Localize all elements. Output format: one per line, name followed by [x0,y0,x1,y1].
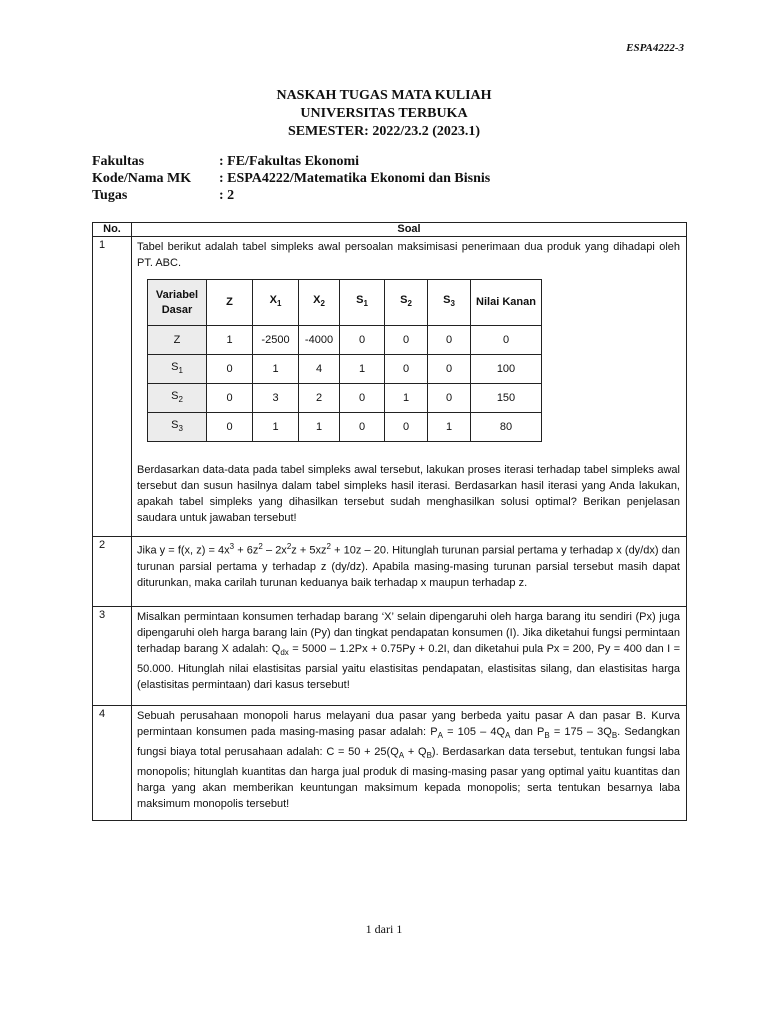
q4-sub: A [398,751,405,761]
q2-text: – 2x [262,544,287,557]
simplex-row-s3 [148,413,542,442]
simplex-cell: 0 [340,413,385,442]
simplex-cell: -2500 [253,326,299,355]
simplex-cell: 1 [253,413,299,442]
simplex-cell: 0 [207,384,253,413]
q4-sub: B [611,731,618,741]
simplex-cell: 0 [385,355,428,384]
tugas-value: : 2 [219,188,235,203]
simplex-cell: 0 [340,384,385,413]
question-row-1 [93,237,687,537]
simplex-row-s1 [148,355,542,384]
questions-table [92,222,687,821]
simplex-cell: 1 [385,384,428,413]
header-line-2: UNIVERSITAS TERBUKA [300,106,468,121]
simplex-head-x2 [299,280,340,326]
page-footer: 1 dari 1 [365,922,403,936]
tugas-label: Tugas [92,188,128,203]
head-s1-sub: 1 [363,299,368,309]
q1-after-text: Berdasarkan data-data pada tabel simpleks awal tersebut, lakukan proses iterasi terhadap tabel simpleks awal tersebut dan susun hasilnya dalam tabel simpleks hasil iterasi. Berdasarkan hasil iterasi yang Anda lakukan, apakah tabel simpleks yang dihasilkan tersebut sudah menghasilkan solusi optimal? Berikan penjelasan saudara untuk jawaban tersebut! [137,464,680,524]
question-text [132,607,687,706]
document-code: ESPA4222-3 [626,42,684,54]
q3-sub: dx [280,648,289,658]
question-number: 3 [93,607,132,706]
simplex-cell: 100 [471,355,542,384]
basis-text: Z [173,334,181,346]
q4-text: = 175 – 3Q [549,726,612,738]
q4-text: dan P [510,726,545,738]
header-line-3: SEMESTER: 2022/23.2 (2023.1) [287,124,481,139]
basis-text: S [171,418,179,431]
head-s2-text: S [400,294,408,307]
question-text [132,537,687,607]
simplex-cell: 0 [428,326,471,355]
simplex-cell: 2 [299,384,340,413]
q4-text: ). Berdasarkan data tersebut, tentukan fungsi laba monopolis; hitunglah kuantitas dan harga jual produk di masing-masing pasar yang optimal yaitu kuantitas dan harga yang akan memberikan keuntungan maksimum kepada monopolis; serta tentukan besarnya laba maksimum monopolis tersebut! [137,746,681,811]
info-row-tugas [92,187,490,204]
basis-sub: 3 [178,424,183,434]
question-number: 1 [93,237,132,537]
head-vd-text: Variabel Dasar [155,288,199,316]
course-info [92,153,490,204]
simplex-cell: 3 [253,384,299,413]
simplex-basis-cell [148,413,207,442]
question-row-2 [93,537,687,607]
simplex-cell: 1 [207,326,253,355]
q3-text: = 5000 – 1.2Px + 0.75Py + 0.2I, dan diketahui pula Px = 200, Py = 400 dan I = 50.000. Hitunglah nilai elastisitas parsial yaitu elastisitas pendapatan, elastisitas silang, dan elastisitas harga (elastisitas permintaan) dari kasus tersebut! [137,643,681,692]
basis-text: S [171,389,179,402]
basis-sub: 2 [178,395,183,405]
simplex-basis-cell [148,355,207,384]
question-number: 4 [93,706,132,821]
kode-label: Kode/Nama MK [92,171,192,186]
question-text [132,237,687,537]
simplex-head-x1 [253,280,299,326]
simplex-row-z [148,326,542,355]
q4-text: = 105 – 4Q [442,726,506,738]
simplex-cell: 1 [299,413,340,442]
simplex-head-variabel-dasar [148,280,207,326]
simplex-cell: -4000 [299,326,340,355]
simplex-cell: 1 [428,413,471,442]
q4-sub: A [505,731,511,741]
q2-text: + 10z – 20. Hitunglah turunan parsial pertama y terhadap x (dy/dx) dan turunan parsial pertama y terhadap z (dy/dz). Apabila masing-masing turunan parsial tersebut masih dapat diturunkan, maka carilah turunan keduanya baik terhadap x maupun terhadap z. [137,544,680,589]
head-x1-text: X [269,294,277,307]
basis-text: S [171,360,179,373]
questions-header-row [93,223,687,237]
fakultas-value: : FE/Fakultas Ekonomi [219,154,360,169]
q2-sup: 2 [258,542,263,551]
head-nk-text: Nilai Kanan [476,296,536,308]
simplex-head-nilai-kanan [471,280,542,326]
info-row-fakultas [92,153,490,170]
simplex-cell: 0 [207,355,253,384]
question-text [132,706,687,821]
head-x2-text: X [313,294,321,307]
simplex-head-s3 [428,280,471,326]
q4-text: Sebuah perusahaan monopoli harus melayani dua pasar yang berbeda yaitu pasar A dan pasar B. Kurva permintaan konsumen pada masing-masing pasar adalah: P [137,710,680,738]
document-header [0,87,768,141]
q4-text: . Sedangkan fungsi biaya total perusahaan adalah: C = 50 + 25(Q [137,726,681,759]
head-s2-sub: 2 [407,299,412,309]
simplex-head-s1 [340,280,385,326]
q2-sup: 2 [286,542,292,551]
simplex-header-row [148,280,542,326]
q4-text: + Q [404,746,427,759]
head-s3-sub: 3 [450,299,455,309]
simplex-cell: 1 [253,355,299,384]
simplex-cell: 0 [207,413,253,442]
simplex-basis-cell [148,326,207,355]
question-number: 2 [93,537,132,607]
q2-text: Jika y = f(x, z) = 4x [137,544,230,557]
q4-sub: B [426,751,432,761]
col-soal-header: Soal [132,223,687,237]
q4-sub: A [437,731,443,741]
head-s1-text: S [356,294,364,307]
simplex-head-z: Z [207,280,253,326]
q2-sup: 3 [229,542,235,551]
question-row-4 [93,706,687,821]
simplex-cell: 0 [340,326,385,355]
simplex-row-s2 [148,384,542,413]
q2-sup: 2 [326,542,331,551]
q1-intro: Tabel berikut adalah tabel simpleks awal persoalan maksimisasi penerimaan dua produk yang dihadapi oleh PT. ABC. [137,241,680,269]
q4-sub: B [544,731,550,741]
col-no-header: No. [93,223,132,237]
header-line-1: NASKAH TUGAS MATA KULIAH [276,88,492,103]
q2-text: z + 5xz [291,544,327,557]
simplex-cell: 150 [471,384,542,413]
head-s3-text: S [443,294,451,307]
simplex-table [147,279,542,442]
q2-text: + 6z [234,544,259,557]
simplex-cell: 0 [385,326,428,355]
simplex-cell: 0 [471,326,542,355]
simplex-cell: 80 [471,413,542,442]
head-x2-sub: 2 [320,299,325,309]
question-row-3 [93,607,687,706]
head-x1-sub: 1 [276,299,282,309]
q3-text: Misalkan permintaan konsumen terhadap barang ‘X’ selain dipengaruhi oleh harga barang itu sendiri (Px) juga dipengaruhi oleh harga barang lain (Py) dan tingkat pendapatan konsumen (I). Jika diketahui fungsi permintaan terhadap barang X adalah: Q [137,611,680,655]
simplex-cell: 0 [385,413,428,442]
simplex-cell: 1 [340,355,385,384]
info-row-kode [92,170,490,187]
simplex-basis-cell [148,384,207,413]
kode-value: : ESPA4222/Matematika Ekonomi dan Bisnis [219,171,491,186]
simplex-cell: 0 [428,384,471,413]
basis-sub: 1 [178,366,183,376]
simplex-cell: 0 [428,355,471,384]
simplex-cell: 4 [299,355,340,384]
fakultas-label: Fakultas [92,154,145,169]
simplex-head-s2 [385,280,428,326]
